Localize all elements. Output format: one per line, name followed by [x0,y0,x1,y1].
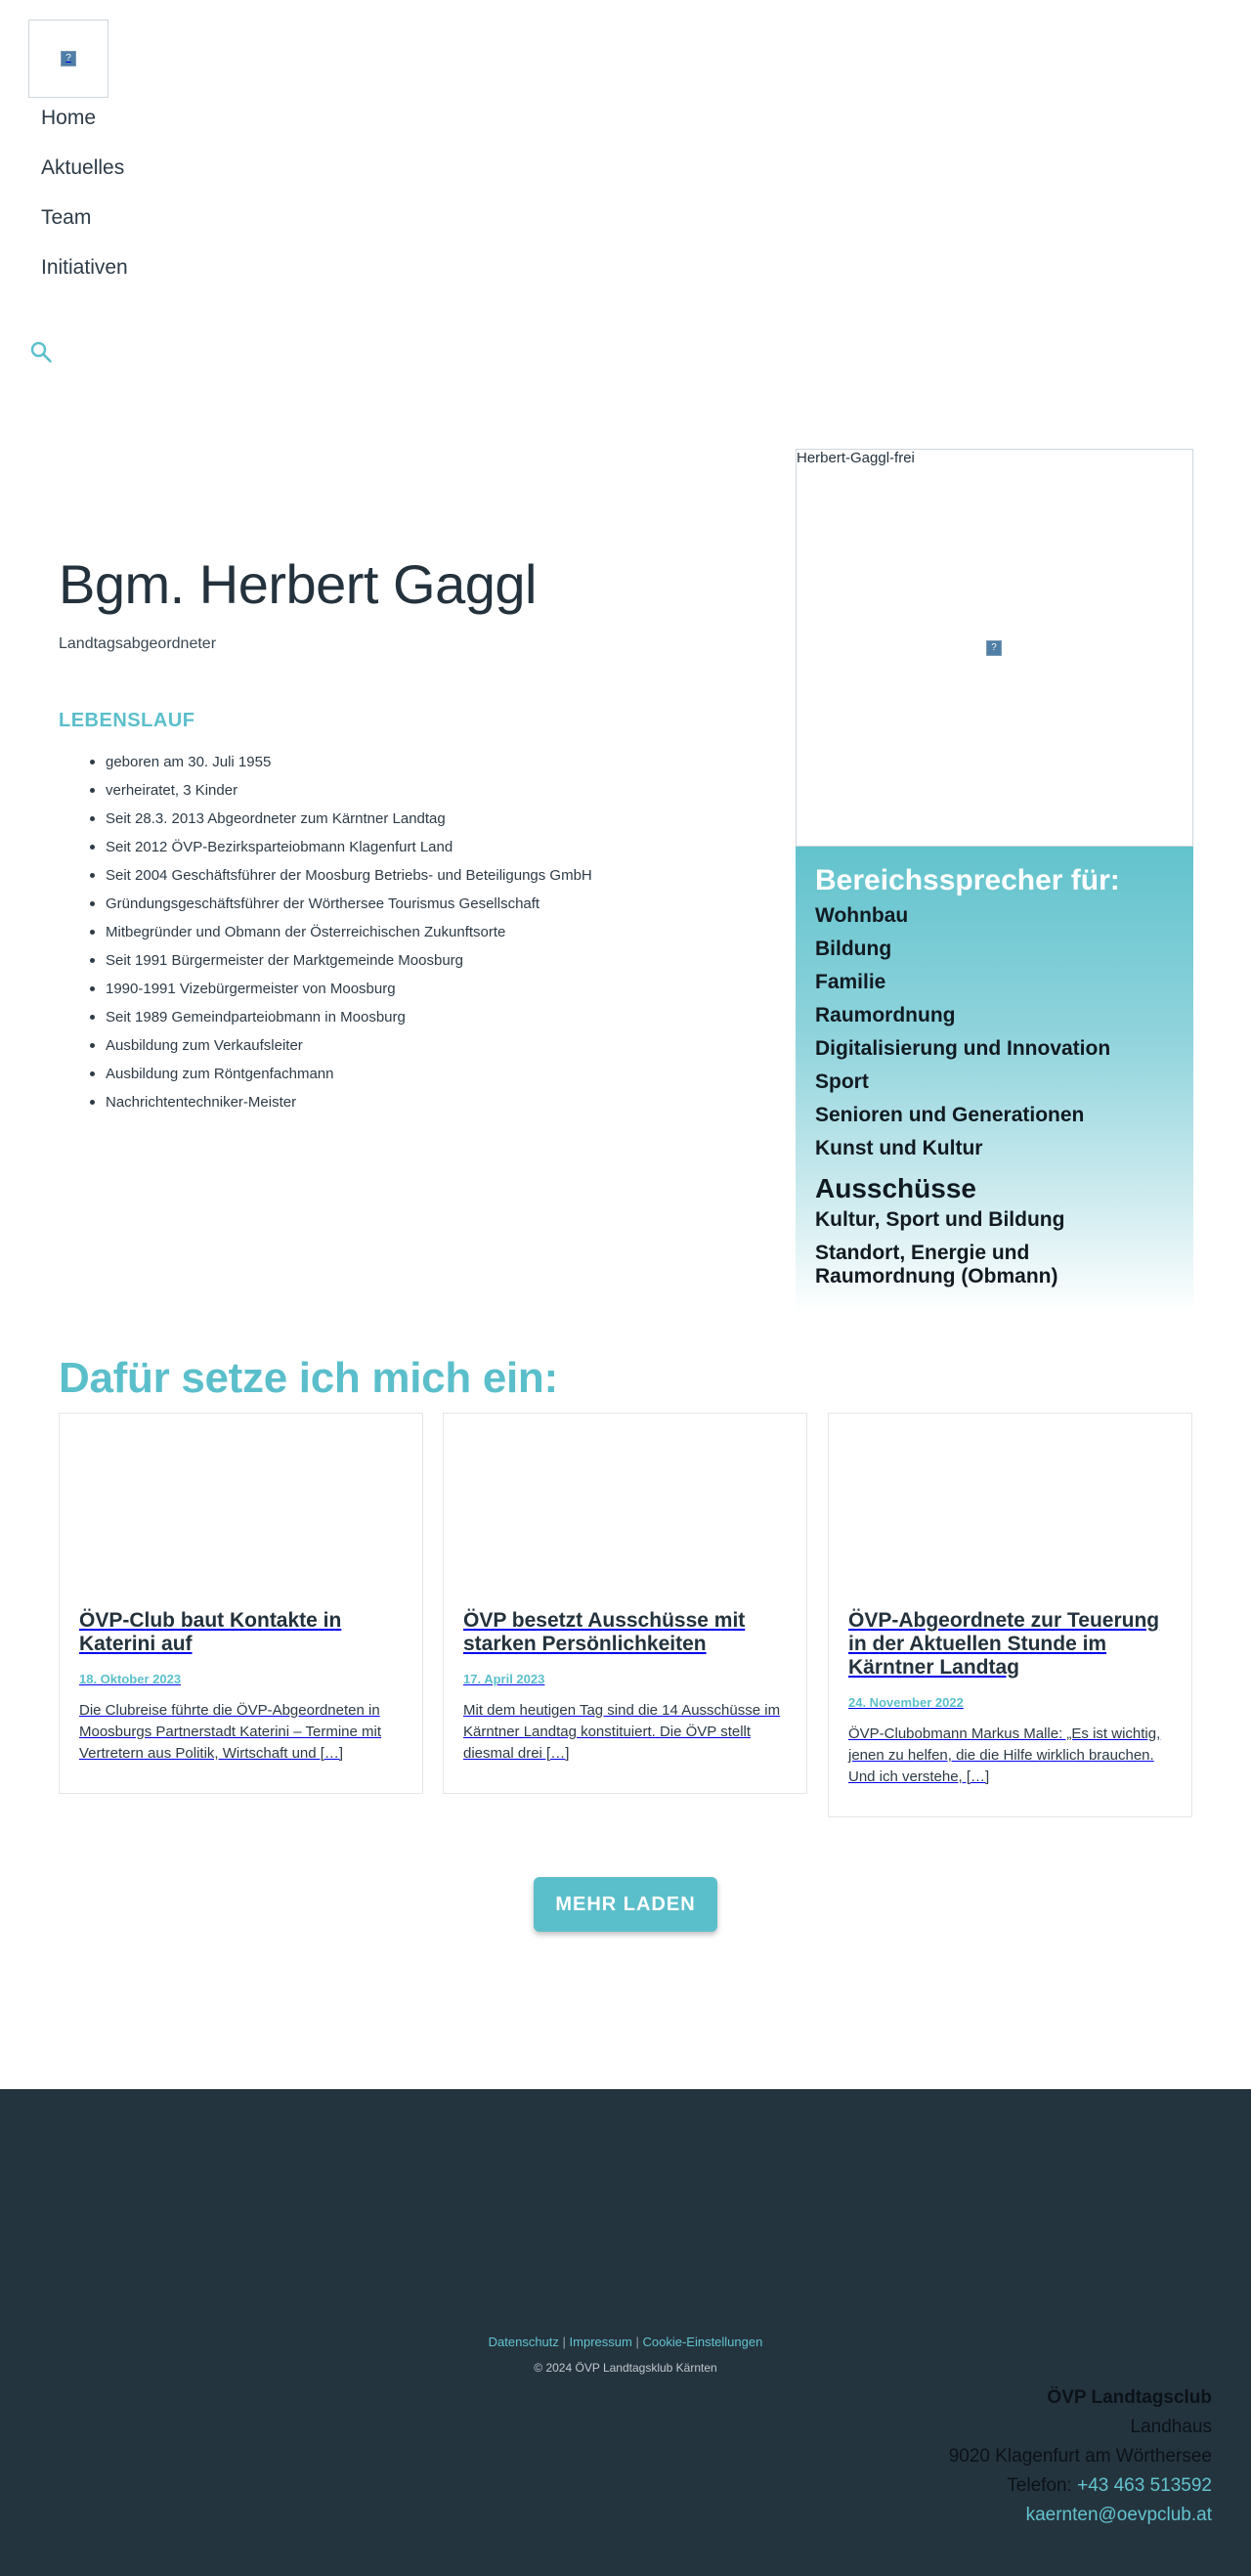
news-card[interactable] [443,1413,807,1794]
imprint-link[interactable]: Impressum [569,2335,632,2349]
cv-item: Nachrichtentechniker-Meister [59,1088,743,1116]
area-item: Familie [815,971,886,993]
cv-list [59,748,743,1116]
cv-item: geboren am 30. Juli 1955 [59,748,743,776]
page-subtitle: Landtagsabgeordneter [59,635,217,652]
area-item: Sport [815,1070,869,1093]
area-item: Raumordnung [815,1004,956,1026]
area-item: Wohnbau [815,904,909,927]
card-date: 18. Oktober 2023 [79,1672,182,1686]
link-separator: | [635,2335,639,2349]
cv-item: Ausbildung zum Verkaufsleiter [59,1031,743,1060]
card-image [60,1414,422,1609]
link-separator: | [562,2335,566,2349]
portrait-image [796,449,1193,847]
committees-title: Ausschüsse [815,1173,976,1203]
card-date: 24. November 2022 [848,1695,964,1710]
cv-item: Mitbegründer und Obmann der Österreichischen Zukunftsorte [59,918,743,946]
cv-item: Seit 2012 ÖVP-Bezirksparteiobmann Klagenfurt Land [59,833,743,861]
news-card[interactable] [828,1413,1192,1817]
card-excerpt: Die Clubreise führte die ÖVP-Abgeordneten in Moosburgs Partnerstadt Katerini – Termine mit Vertretern aus Politik, Wirtschaft und […] [79,1702,382,1762]
nav-home[interactable]: Home [41,107,97,129]
cv-item: Seit 1989 Gemeindparteiobmann in Moosburg [59,1003,743,1031]
phone-label: Telefon: [1007,2475,1078,2496]
card-date: 17. April 2023 [463,1672,545,1686]
logo-image: ? [61,51,76,66]
cv-item: Ausbildung zum Röntgenfachmann [59,1060,743,1088]
nav-aktuelles[interactable]: Aktuelles [41,156,125,179]
phone-link[interactable]: +43 463 513592 [1077,2475,1212,2496]
cv-item: 1990-1991 Vizebürgermeister von Moosburg [59,975,743,1003]
privacy-link[interactable]: Datenschutz [488,2335,559,2349]
card-title[interactable]: ÖVP besetzt Ausschüsse mit starken Persönlichkeiten [463,1609,746,1655]
section-title: Dafür setze ich mich ein: [59,1354,558,1402]
nav-initiativen[interactable]: Initiativen [41,256,128,279]
contact-block [949,2383,1212,2530]
news-card[interactable] [59,1413,423,1794]
cv-item: verheiratet, 3 Kinder [59,776,743,805]
spokesperson-title: Bereichssprecher für: [815,864,1120,896]
cv-item: Seit 1991 Bürgermeister der Marktgemeinde Moosburg [59,946,743,975]
contact-email-row [949,2501,1212,2530]
area-item: Bildung [815,938,892,960]
cv-item: Seit 2004 Geschäftsführer der Moosburg Betriebs- und Beteiligungs GmbH [59,861,743,890]
search-icon[interactable] [29,340,53,364]
contact-building: Landhaus [1130,2417,1212,2437]
committee-item: Standort, Energie und Raumordnung (Obmann) [815,1242,1058,1288]
footer-links [0,2335,1251,2349]
site-logo[interactable] [28,20,108,98]
cookie-settings-link[interactable]: Cookie-Einstellungen [642,2335,763,2349]
card-image [829,1414,1191,1609]
area-item: Digitalisierung und Innovation [815,1037,1111,1060]
card-image [444,1414,806,1609]
portrait-alt-text: Herbert-Gaggl-frei [797,450,915,466]
cv-item: Seit 28.3. 2013 Abgeordneter zum Kärntner Landtag [59,805,743,833]
cv-item: Gründungsgeschäftsführer der Wörthersee Tourismus Gesellschaft [59,890,743,918]
page-title: Bgm. Herbert Gaggl [59,553,537,615]
contact-address: 9020 Klagenfurt am Wörthersee [948,2446,1212,2467]
load-more-button[interactable]: MEHR LADEN [534,1877,717,1932]
committee-item: Kultur, Sport und Bildung [815,1208,1065,1231]
nav-team[interactable]: Team [41,206,92,229]
card-title[interactable]: ÖVP-Club baut Kontakte in Katerini auf [79,1609,342,1655]
area-item: Kunst und Kultur [815,1137,983,1159]
broken-image-icon: ? [986,640,1002,656]
contact-org: ÖVP Landtagsclub [1047,2387,1212,2408]
area-item: Senioren und Generationen [815,1104,1085,1126]
card-excerpt: Mit dem heutigen Tag sind die 14 Ausschüsse im Kärntner Landtag konstituiert. Die ÖVP stellt diesmal drei […] [463,1702,781,1762]
cv-heading: LEBENSLAUF [59,710,195,731]
spokesperson-panel [796,847,1193,1314]
email-link[interactable]: kaernten@oevpclub.at [1025,2505,1212,2525]
card-title[interactable]: ÖVP-Abgeordnete zur Teuerung in der Aktuellen Stunde im Kärntner Landtag [848,1609,1160,1679]
copyright: © 2024 ÖVP Landtagsklub Kärnten [534,2361,717,2375]
card-excerpt: ÖVP-Clubobmann Markus Malle: „Es ist wichtig, jenen zu helfen, die die Hilfe wirklich brauchen. Und ich verstehe, […] [848,1725,1161,1785]
contact-phone-row [949,2471,1212,2501]
